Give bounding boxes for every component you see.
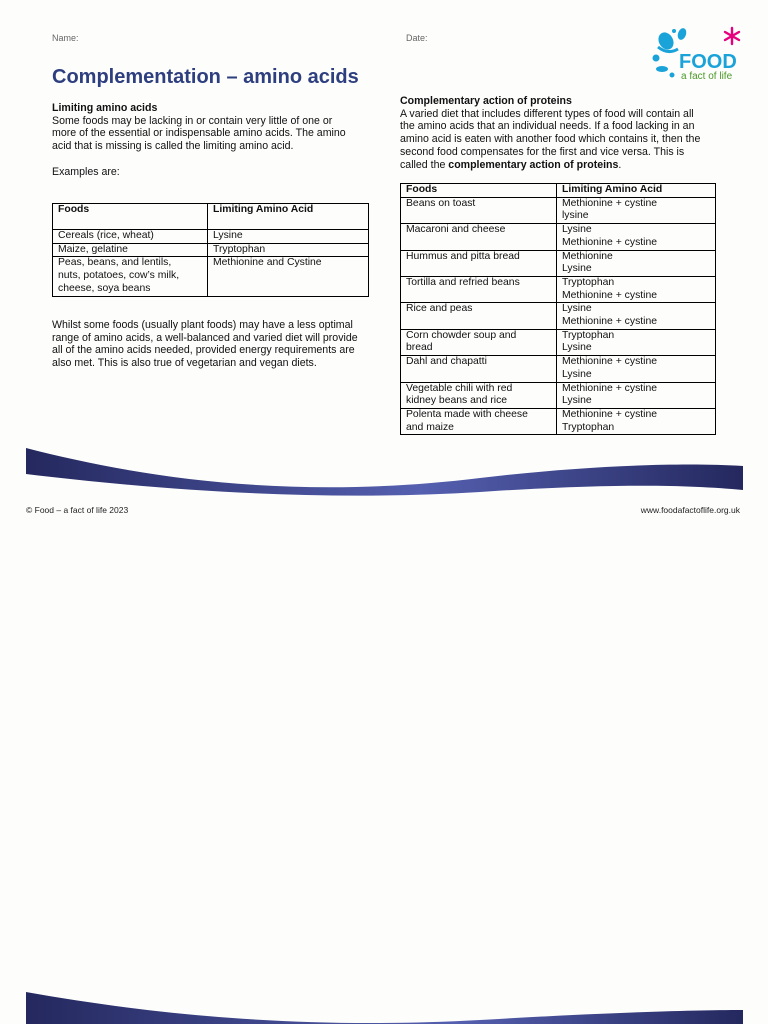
food-cell — [53, 243, 208, 257]
table-row — [401, 329, 716, 355]
text-line-with-bold — [400, 159, 730, 172]
complementary-action-heading: Complementary action of proteins — [400, 95, 572, 107]
amino-acid-cell — [557, 329, 716, 355]
cell-line: Methionine + cystine — [562, 408, 658, 420]
text-line: all of the amino acids needed, provided energy requirements are — [52, 344, 355, 357]
bottom-wave-decoration — [0, 984, 768, 1024]
amino-acid-cell — [557, 356, 716, 382]
name-label: Name: — [52, 33, 79, 43]
cell-line: Polenta made with cheese — [406, 408, 528, 420]
table-header-row — [53, 204, 369, 230]
cell-line: Methionine + cystine — [562, 356, 658, 368]
cell-line: Lysine — [213, 230, 243, 241]
amino-acid-cell — [208, 257, 369, 296]
food-cell — [53, 230, 208, 244]
cell-line: Tryptophan — [562, 276, 615, 288]
cell-line: cheese, soya beans — [58, 282, 151, 294]
cell-line: bread — [406, 342, 433, 354]
amino-acid-cell — [557, 224, 716, 250]
cell-line: Lysine — [562, 224, 592, 236]
asterisk-icon — [725, 28, 739, 44]
cell-line: and maize — [406, 421, 454, 433]
text-line: second food compensates for the first and vice versa. This is — [400, 145, 685, 158]
table-row — [401, 276, 716, 302]
amino-acid-cell — [557, 197, 716, 223]
wave-divider — [0, 440, 768, 500]
cell-line: Peas, beans, and lentils, — [58, 257, 172, 269]
table-header-row — [401, 184, 716, 198]
food-cell — [401, 276, 557, 302]
limiting-amino-acids-heading: Limiting amino acids — [52, 102, 158, 114]
text-line: Some foods may be lacking in or contain very little of one or — [52, 114, 333, 127]
amino-acid-cell — [208, 243, 369, 257]
table-row — [401, 197, 716, 223]
amino-acid-cell — [557, 382, 716, 408]
table-row — [401, 408, 716, 434]
copyright-text: © Food – a fact of life 2023 — [26, 505, 129, 515]
right-column — [400, 95, 730, 171]
website-link[interactable]: www.foodafactoflife.org.uk — [640, 505, 740, 515]
logo-wordmark: FOOD — [679, 51, 737, 73]
logo-tagline: a fact of life — [681, 71, 733, 82]
bold-term: complementary action of proteins — [448, 158, 619, 171]
cell-line: Tryptophan — [213, 243, 266, 255]
cell-line: Hummus and pitta bread — [406, 250, 520, 262]
cell-line: nuts, potatoes, cow’s milk, — [58, 270, 180, 282]
limiting-intro-paragraph — [52, 115, 372, 153]
cell-line: Dahl and chapatti — [406, 356, 487, 368]
food-cell — [53, 257, 208, 296]
food-a-fact-of-life-logo — [652, 25, 744, 87]
amino-acid-cell — [208, 230, 369, 244]
column-header-limiting-amino-acid: Limiting Amino Acid — [208, 204, 369, 230]
cell-line: Lysine — [562, 263, 592, 275]
food-cell — [401, 408, 557, 434]
cell-line: Methionine + cystine — [562, 197, 658, 209]
table-row — [53, 257, 369, 296]
splash-logo-graphic — [652, 25, 744, 87]
text-line: also met. This is also true of vegetarian and vegan diets. — [52, 357, 317, 370]
table-row — [53, 243, 369, 257]
cell-line: lysine — [562, 210, 589, 222]
table-row — [401, 356, 716, 382]
food-cell — [401, 329, 557, 355]
cell-line: Corn chowder soup and — [406, 329, 517, 341]
text-line: A varied diet that includes different types of food will contain all — [400, 107, 694, 120]
cell-line: Rice and peas — [406, 303, 473, 315]
cell-line: Macaroni and cheese — [406, 224, 506, 236]
text-prefix: called the — [400, 158, 449, 171]
limiting-amino-acid-table — [52, 203, 369, 297]
cell-line: Methionine + cystine — [562, 382, 658, 394]
column-header-foods: Foods — [53, 204, 208, 230]
text-suffix: . — [618, 158, 622, 171]
cell-line: Maize, gelatine — [58, 243, 128, 255]
table-row — [401, 382, 716, 408]
cell-line: Tryptophan — [562, 329, 615, 341]
food-cell — [401, 224, 557, 250]
cell-line: Lysine — [562, 368, 592, 380]
food-cell — [401, 303, 557, 329]
cell-line: Tryptophan — [562, 421, 615, 433]
cell-line: Methionine + cystine — [562, 316, 658, 328]
food-cell — [401, 356, 557, 382]
cell-line: Methionine + cystine — [562, 236, 658, 248]
table-row — [401, 224, 716, 250]
column-header-foods: Foods — [401, 184, 557, 198]
food-cell — [401, 197, 557, 223]
cell-line: Lysine — [562, 342, 592, 354]
cell-line: Lysine — [562, 395, 592, 407]
text-line: range of amino acids, a well-balanced and varied diet will provide — [52, 331, 358, 344]
cell-line: Vegetable chili with red — [406, 382, 513, 394]
table-row — [401, 250, 716, 276]
complementary-intro-paragraph — [400, 108, 730, 172]
page-title: Complementation – amino acids — [52, 66, 359, 88]
cell-line: Beans on toast — [406, 197, 476, 209]
cell-line: Tortilla and refried beans — [406, 276, 520, 288]
text-line: acid that is missing is called the limiting amino acid. — [52, 140, 294, 153]
table-row — [401, 303, 716, 329]
cell-line: Methionine — [562, 250, 613, 262]
column-header-limiting-amino-acid: Limiting Amino Acid — [557, 184, 716, 198]
cell-line: Cereals (rice, wheat) — [58, 230, 154, 241]
cell-line: kidney beans and rice — [406, 395, 508, 407]
text-line: the amino acids that an individual needs. If a food lacking in an — [400, 120, 695, 133]
plant-foods-paragraph — [52, 319, 382, 370]
text-line: more of the essential or indispensable amino acids. The amino — [52, 127, 346, 140]
examples-label: Examples are: — [52, 166, 120, 178]
text-line: amino acid is eaten with another food which contains it, then the — [400, 133, 701, 146]
complementary-foods-table — [400, 183, 716, 435]
cell-line: Methionine + cystine — [562, 289, 658, 301]
date-label: Date: — [406, 33, 428, 43]
amino-acid-cell — [557, 408, 716, 434]
left-column — [52, 102, 372, 153]
cell-line: Lysine — [562, 303, 592, 315]
amino-acid-cell — [557, 276, 716, 302]
food-cell — [401, 382, 557, 408]
table-row — [53, 230, 369, 244]
amino-acid-cell — [557, 303, 716, 329]
food-cell — [401, 250, 557, 276]
amino-acid-cell — [557, 250, 716, 276]
text-line: Whilst some foods (usually plant foods) may have a less optimal — [52, 319, 353, 331]
cell-line: Methionine and Cystine — [213, 257, 322, 269]
